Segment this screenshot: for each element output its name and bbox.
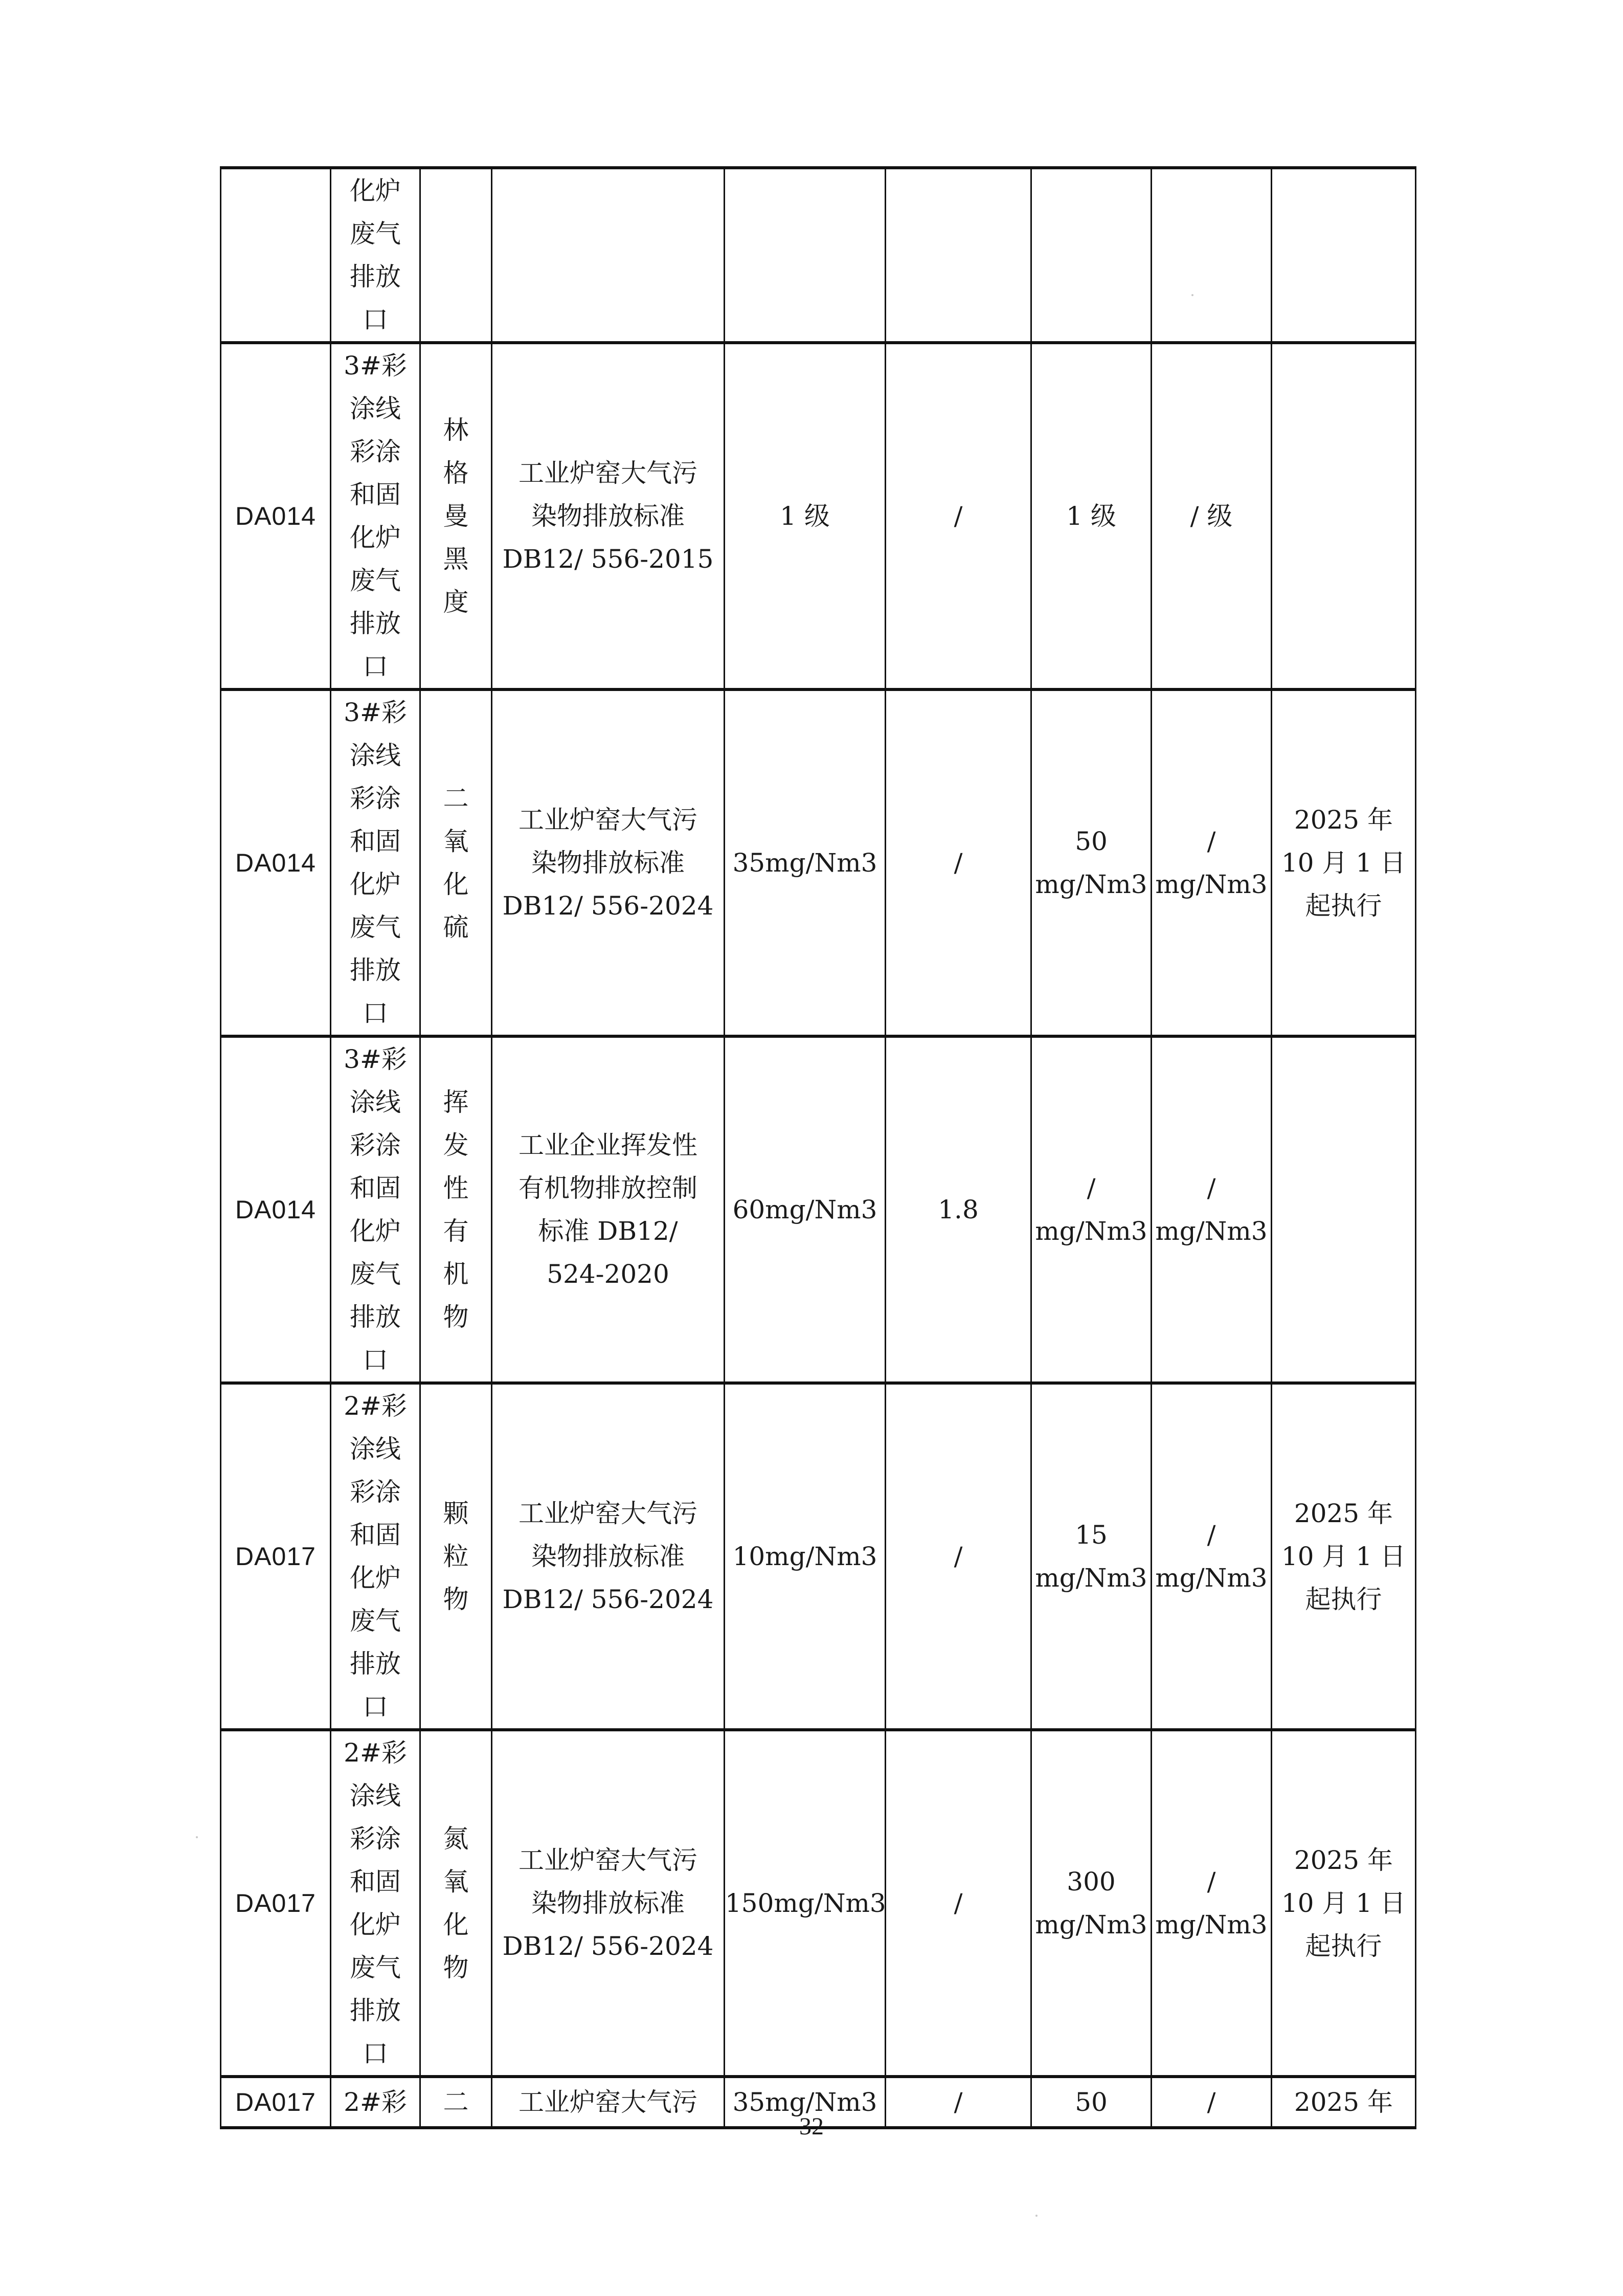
cell-text-line: 起执行: [1305, 891, 1382, 921]
special-limit-cell-lines: [1035, 1513, 1147, 1599]
rate-limit-cell: 1.8: [886, 1036, 1031, 1383]
cell-text-line: 化炉: [350, 176, 401, 206]
cell-text-line: 化炉: [350, 523, 401, 552]
cell-text-line: DB12/ 556-2024: [502, 1931, 714, 1961]
cell-text-line: 口: [363, 998, 388, 1028]
special-limit-cell: [1031, 689, 1152, 1036]
cell-text-line: 起执行: [1305, 1585, 1382, 1614]
cell-text-line: 排放: [350, 1302, 401, 1332]
special-limit-cell: [1031, 1730, 1152, 2077]
cell-text-line: 涂线: [350, 1781, 401, 1811]
cell-text-line: mg/Nm3: [1035, 870, 1147, 899]
cell-text-line: 物: [443, 1585, 469, 1614]
special-rate-cell-lines: [1155, 1167, 1267, 1253]
outlet-code-cell: DA014: [221, 343, 331, 689]
cell-text-line: 废气: [350, 1953, 401, 1982]
rate-limit-cell: /: [886, 1383, 1031, 1730]
outlet-name-cell: [331, 1036, 420, 1383]
cell-text-line: 2025 年: [1294, 2087, 1393, 2117]
cell-text-line: 染物排放标准: [531, 848, 685, 878]
cell-text-line: 氧: [443, 827, 469, 856]
rate-limit-cell: [886, 168, 1031, 343]
cell-text-line: 排放: [350, 1996, 401, 2025]
cell-text-line: 废气: [350, 1259, 401, 1289]
special-limit-cell: [1031, 1036, 1152, 1383]
cell-text-line: 2#彩: [344, 2087, 407, 2117]
cell-text-line: 涂线: [350, 741, 401, 770]
cell-text-line: 标准 DB12/: [538, 1216, 678, 1246]
outlet-name-cell: [331, 689, 420, 1036]
cell-text-line: 2#彩: [344, 1391, 407, 1421]
remark-cell-lines: [1281, 1492, 1406, 1621]
standard-cell: [492, 343, 725, 689]
pollutant-cell-lines: [443, 777, 469, 949]
cell-text-line: 二: [443, 784, 469, 813]
cell-text-line: mg/Nm3: [1035, 1563, 1147, 1593]
cell-text-line: 工业炉窑大气污: [519, 1499, 697, 1528]
table-row: [221, 1730, 1416, 2077]
cell-text-line: 15: [1075, 1520, 1108, 1550]
cell-text-line: 颗: [443, 1499, 469, 1528]
cell-text-line: 排放: [350, 609, 401, 638]
cell-text-line: mg/Nm3: [1155, 1216, 1268, 1246]
cell-text-line: 黑: [443, 544, 469, 574]
outlet-name-cell-lines: [344, 344, 407, 688]
special-rate-cell: [1152, 1730, 1272, 2077]
pollutant-cell-lines: [443, 1817, 469, 1989]
cell-text-line: 和固: [350, 480, 401, 509]
cell-text-line: 性: [443, 1173, 469, 1203]
cell-text-line: 2025 年: [1294, 1499, 1393, 1528]
cell-text-line: 工业炉窑大气污: [519, 2087, 697, 2117]
special-rate-cell: [1152, 343, 1272, 689]
remark-cell: [1272, 343, 1416, 689]
cell-text-line: / 级: [1190, 501, 1233, 531]
cell-text-line: 3#彩: [344, 351, 407, 381]
cell-text-line: 工业炉窑大气污: [519, 458, 697, 488]
concentration-limit-cell: 1 级: [725, 343, 886, 689]
outlet-code-cell: DA014: [221, 1036, 331, 1383]
remark-cell: [1272, 168, 1416, 343]
cell-text-line: DB12/ 556-2024: [502, 891, 714, 921]
cell-text-line: 工业炉窑大气污: [519, 1845, 697, 1875]
scan-speck: [196, 1836, 198, 1838]
cell-text-line: mg/Nm3: [1155, 1563, 1268, 1593]
cell-text-line: 废气: [350, 1606, 401, 1636]
cell-text-line: 10 月 1 日: [1281, 1542, 1406, 1571]
concentration-limit-cell: 10mg/Nm3: [725, 1383, 886, 1730]
cell-text-line: 2025 年: [1294, 805, 1393, 835]
special-limit-cell-lines: [1066, 495, 1116, 538]
table-body: [221, 168, 1416, 2128]
standard-cell: [492, 1036, 725, 1383]
cell-text-line: 废气: [350, 219, 401, 249]
cell-text-line: 50: [1075, 2087, 1108, 2117]
pollutant-cell-lines: [443, 1081, 469, 1339]
pollutant-cell: [420, 343, 492, 689]
special-rate-cell: [1152, 1383, 1272, 1730]
cell-text-line: 口: [363, 652, 388, 681]
special-rate-cell-lines: [1190, 495, 1233, 538]
outlet-code-cell: DA014: [221, 689, 331, 1036]
cell-text-line: 排放: [350, 955, 401, 985]
cell-text-line: 1 级: [1066, 501, 1116, 531]
special-limit-cell-lines: [1035, 1860, 1147, 1946]
pollutant-cell-lines: [443, 1492, 469, 1621]
cell-text-line: 染物排放标准: [531, 1542, 685, 1571]
standard-cell-lines: [519, 1124, 697, 1296]
cell-text-line: 机: [443, 1259, 469, 1289]
special-rate-cell-lines: [1155, 1860, 1267, 1946]
rate-limit-cell: /: [886, 689, 1031, 1036]
cell-text-line: 10 月 1 日: [1281, 848, 1406, 878]
cell-text-line: /: [1087, 1173, 1096, 1203]
cell-text-line: 口: [363, 1345, 388, 1375]
cell-text-line: 二: [443, 2087, 469, 2117]
cell-text-line: 化: [443, 870, 469, 899]
cell-text-line: 口: [363, 305, 388, 335]
cell-text-line: 曼: [443, 501, 469, 531]
remark-cell: [1272, 1036, 1416, 1383]
outlet-code-cell: DA017: [221, 2077, 331, 2128]
remark-cell-lines: [1281, 1839, 1406, 1968]
cell-text-line: 氮: [443, 1824, 469, 1854]
cell-text-line: 524-2020: [547, 1259, 669, 1289]
outlet-name-cell: [331, 1383, 420, 1730]
outlet-code-cell: DA017: [221, 1383, 331, 1730]
remark-cell: [1272, 1383, 1416, 1730]
cell-text-line: 化炉: [350, 1563, 401, 1593]
outlet-name-cell-lines: [344, 1038, 407, 1381]
special-limit-cell-lines: [1035, 1167, 1147, 1253]
special-rate-cell: [1152, 1036, 1272, 1383]
cell-text-line: /: [1207, 2087, 1216, 2117]
table-row: [221, 689, 1416, 1036]
pollutant-cell: [420, 168, 492, 343]
outlet-name-cell-lines: [344, 1731, 407, 2075]
cell-text-line: 2#彩: [344, 1738, 407, 1768]
cell-text-line: 有机物排放控制: [519, 1173, 697, 1203]
cell-text-line: 排放: [350, 1649, 401, 1679]
page-number: 32: [799, 2113, 824, 2140]
special-limit-cell: [1031, 1383, 1152, 1730]
cell-text-line: 染物排放标准: [531, 1888, 685, 1918]
cell-text-line: 口: [363, 2039, 388, 2068]
cell-text-line: 彩涂: [350, 784, 401, 813]
cell-text-line: 硫: [443, 912, 469, 942]
table-row: [221, 168, 1416, 343]
emission-standards-table: [220, 166, 1416, 2129]
pollutant-cell: [420, 689, 492, 1036]
special-limit-cell: [1031, 343, 1152, 689]
cell-text-line: 和固: [350, 827, 401, 856]
cell-text-line: 发: [443, 1130, 469, 1160]
scan-speck: [1191, 294, 1193, 296]
cell-text-line: /: [1207, 827, 1216, 856]
cell-text-line: 废气: [350, 566, 401, 595]
cell-text-line: 口: [363, 1692, 388, 1722]
cell-text-line: 工业企业挥发性: [519, 1130, 697, 1160]
cell-text-line: 起执行: [1305, 1931, 1382, 1961]
outlet-name-cell-lines: [350, 169, 401, 341]
cell-text-line: 化炉: [350, 870, 401, 899]
standard-cell: [492, 689, 725, 1036]
cell-text-line: 林: [443, 415, 469, 445]
cell-text-line: DB12/ 556-2024: [502, 1585, 714, 1614]
cell-text-line: 50: [1075, 827, 1108, 856]
outlet-code-cell: [221, 168, 331, 343]
outlet-name-cell-lines: [344, 1385, 407, 1728]
cell-text-line: mg/Nm3: [1155, 870, 1268, 899]
concentration-limit-cell: 35mg/Nm3: [725, 2077, 886, 2128]
cell-text-line: 涂线: [350, 1434, 401, 1464]
rate-limit-cell: /: [886, 343, 1031, 689]
cell-text-line: 工业炉窑大气污: [519, 805, 697, 835]
outlet-name-cell-lines: [344, 691, 407, 1035]
cell-text-line: 和固: [350, 1520, 401, 1550]
cell-text-line: 有: [443, 1216, 469, 1246]
special-rate-cell-lines: [1155, 1513, 1267, 1599]
standard-cell: [492, 1383, 725, 1730]
cell-text-line: 涂线: [350, 1087, 401, 1117]
concentration-limit-cell: 35mg/Nm3: [725, 689, 886, 1036]
cell-text-line: DB12/ 556-2015: [502, 544, 714, 574]
cell-text-line: 和固: [350, 1867, 401, 1897]
cell-text-line: 2025 年: [1294, 1845, 1393, 1875]
cell-text-line: 10 月 1 日: [1281, 1888, 1406, 1918]
cell-text-line: 化炉: [350, 1216, 401, 1246]
cell-text-line: 物: [443, 1953, 469, 1982]
cell-text-line: mg/Nm3: [1155, 1910, 1268, 1940]
concentration-limit-cell: [725, 168, 886, 343]
standard-cell: [492, 1730, 725, 2077]
cell-text-line: 化炉: [350, 1910, 401, 1940]
cell-text-line: /: [1207, 1520, 1216, 1550]
cell-text-line: 3#彩: [344, 698, 407, 727]
cell-text-line: 彩涂: [350, 1130, 401, 1160]
cell-text-line: 化: [443, 1910, 469, 1940]
pollutant-cell-lines: [443, 409, 469, 623]
rate-limit-cell: /: [886, 2077, 1031, 2128]
cell-text-line: 彩涂: [350, 1824, 401, 1854]
cell-text-line: 300: [1067, 1867, 1116, 1897]
outlet-name-cell: [331, 1730, 420, 2077]
remark-cell: [1272, 689, 1416, 1036]
standard-cell-lines: [503, 452, 714, 581]
cell-text-line: 染物排放标准: [531, 501, 685, 531]
standard-cell: [492, 168, 725, 343]
special-limit-cell-lines: [1035, 820, 1147, 906]
cell-text-line: 涂线: [350, 394, 401, 423]
cell-text-line: 氧: [443, 1867, 469, 1897]
cell-text-line: 粒: [443, 1542, 469, 1571]
cell-text-line: mg/Nm3: [1035, 1910, 1147, 1940]
cell-text-line: 3#彩: [344, 1044, 407, 1074]
cell-text-line: 挥: [443, 1087, 469, 1117]
cell-text-line: /: [1207, 1867, 1216, 1897]
cell-text-line: 格: [443, 458, 469, 488]
outlet-name-cell: [331, 168, 420, 343]
special-rate-cell-lines: [1155, 820, 1267, 906]
table-row: [221, 343, 1416, 689]
concentration-limit-cell: 60mg/Nm3: [725, 1036, 886, 1383]
standard-cell-lines: [503, 798, 714, 927]
cell-text-line: /: [1207, 1173, 1216, 1203]
pollutant-cell: [420, 1383, 492, 1730]
pollutant-cell: [420, 1036, 492, 1383]
cell-text-line: 和固: [350, 1173, 401, 1203]
special-rate-cell: [1152, 168, 1272, 343]
outlet-name-cell: [331, 343, 420, 689]
cell-text-line: mg/Nm3: [1035, 1216, 1147, 1246]
pollutant-cell: [420, 1730, 492, 2077]
cell-text-line: 废气: [350, 912, 401, 942]
remark-cell: [1272, 1730, 1416, 2077]
special-limit-cell: [1031, 168, 1152, 343]
cell-text-line: 物: [443, 1302, 469, 1332]
table-row: [221, 1383, 1416, 1730]
standard-cell-lines: [503, 1492, 714, 1621]
cell-text-line: 排放: [350, 262, 401, 292]
remark-cell-lines: [1281, 798, 1406, 927]
special-rate-cell: [1152, 689, 1272, 1036]
standard-cell-lines: [503, 1839, 714, 1968]
cell-text-line: 彩涂: [350, 1477, 401, 1507]
scan-speck: [1035, 2215, 1038, 2217]
table-row: [221, 1036, 1416, 1383]
rate-limit-cell: /: [886, 1730, 1031, 2077]
concentration-limit-cell: 150mg/Nm3: [725, 1730, 886, 2077]
outlet-code-cell: DA017: [221, 1730, 331, 2077]
cell-text-line: 度: [443, 587, 469, 617]
cell-text-line: 彩涂: [350, 437, 401, 466]
